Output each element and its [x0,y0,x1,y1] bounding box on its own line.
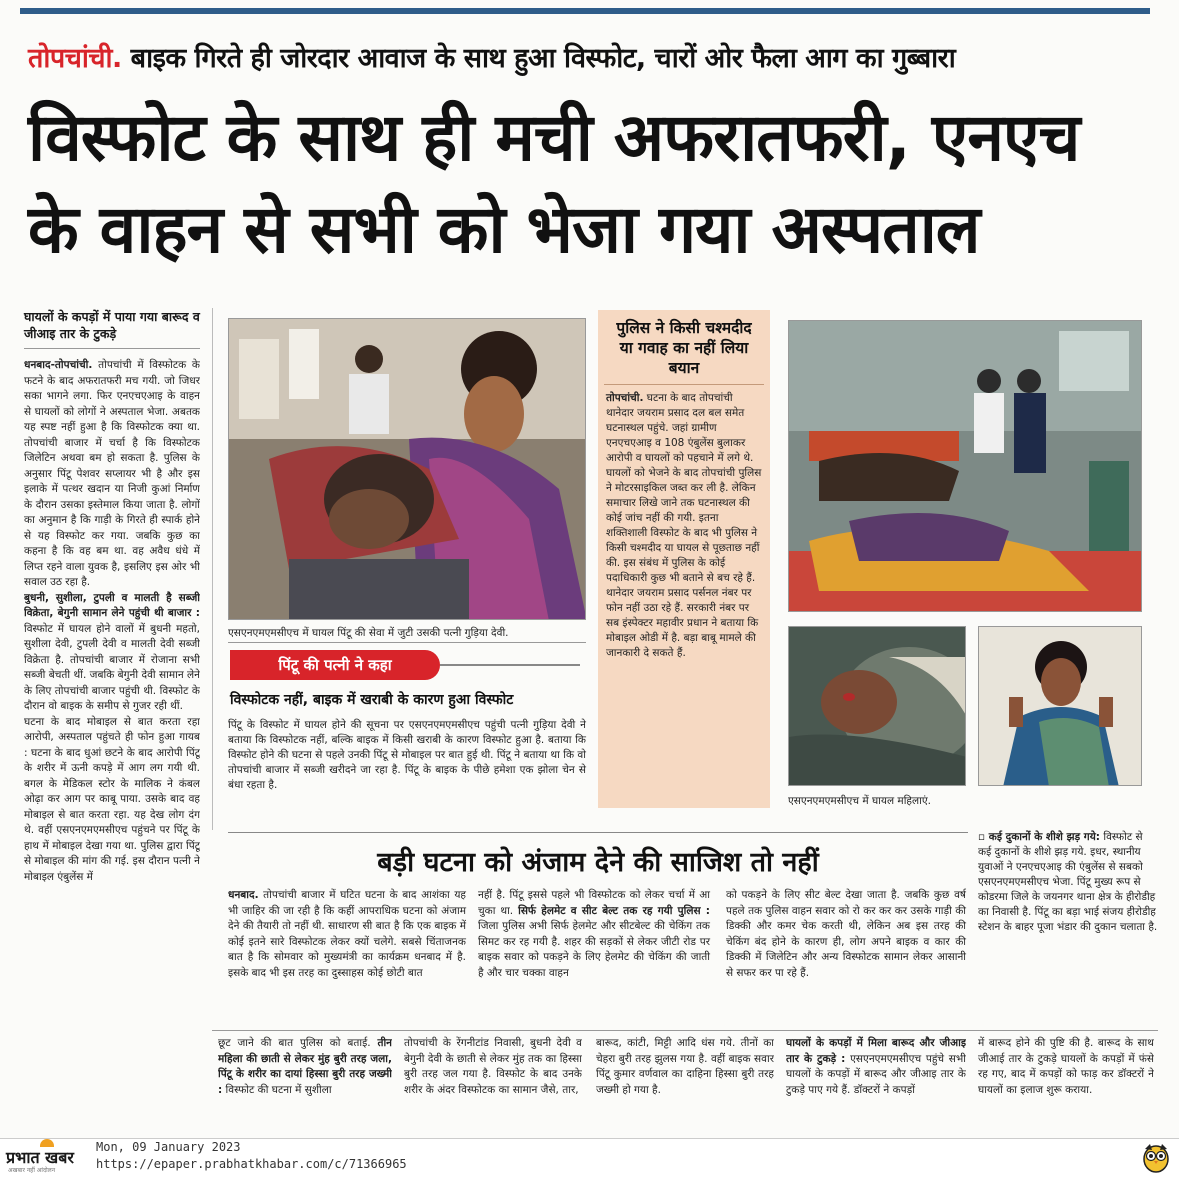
photo-wife-caring [228,318,586,620]
kicker [28,38,1158,75]
mid-story-headline: बड़ी घटना को अंजाम देने की साजिश तो नहीं [377,847,819,878]
mid-story-col-3 [726,888,966,981]
mid-story-col-2-bold: सिर्फ हेलमेट व सीट बेल्ट तक रह गयी पुलिस : [518,904,711,917]
photo-injured-woman-1-image [789,627,966,786]
mid-story-col-2 [478,888,710,981]
left-para-3: घटना के बाद मोबाइल से बात करता रहा आरोपी, अस्पताल पहुंचते ही फोन हुआ गायब : घटना के बाद धुआं छटने के बाद आरोपी पिंटू के शरीर में ऊनी कपड़े में आग लग गयी थी. बगल के मेडिकल स्टोर के मालिक ने कंबल ओढ़ा कर आग पर काबू पाया. उसके बाद वह मोबाइल से बात करता रहा. यह देख लोग दंग थे. वहीं एसएनएमएमसीएच पहुंचने पर पिंटू के हाथ में मोबाइल देखा गया था. पुलिस द्वारा पिंटू से मोबाइल की मांग की गई. इस दौरान पत्नी ने मोबाइल एंबुलेंस में [24,715,200,883]
divider [228,642,586,643]
left-bold-2: बुधनी, सुशीला, टुपली व मालती है सब्जी विक्रेता, बेगुनी सामान लेने पहुंची थी बाजार : [24,591,200,619]
owl-icon[interactable] [1142,1141,1170,1173]
police-box [598,310,770,808]
bottom-col-1-bold: तीन महिला की छाती से लेकर मुंह बुरी तरह जला, पिंटू के शरीर का दायां हिस्सा बुरी तरह जख्मी : [218,1037,392,1096]
column-divider [212,308,213,830]
shops-box [978,830,1158,935]
mid-story-col-1-text: तोपचांची बाजार में घटित घटना के बाद आशंका यह भी जाहिर की जा रही है कि कहीं आपराधिक घटना को अंजाम देने की तैयारी तो नहीं थी. साधारण सी बात है कि एक बाइक में कोई इतने सारे विस्फोटक लेकर क्यों चलेगे. सबसे चिंताजनक बात है कि सोमवार को मुख्यमंत्री का कार्यक्रम धनबाद में है. इसके बाद भी इस तरह का दुस्साहस कोई छोटी बात [228,889,466,979]
shops-box-bold-text: कई दुकानों के शीशे झड़ गये: [988,831,1101,843]
kicker-text: बाइक गिरते ही जोरदार आवाज के साथ हुआ विस्फोट, चारों ओर फैला आग का गुब्बारा [130,43,956,74]
headline-line-2: के वाहन से सभी को भेजा गया अस्पताल [28,191,980,268]
photo-1-caption: एसएनएमएमसीएच में घायल पिंटू की सेवा में जुटी उसकी पत्नी गुड़िया देवी. [228,627,509,639]
police-box-dateline: तोपचांची. [606,392,644,404]
bottom-col-4 [786,1036,966,1132]
bottom-col-2: तोपचांची के रेंगनीटांड निवासी, बुधनी देवी व बेगुनी देवी के छाती से लेकर मुंह तक का हिस्सा बुरी तरह जल गया है. विस्फोट के बाद उनके शरीर के अंदर विस्फोटक का सामान जैसे, तार, [404,1037,582,1096]
left-para-1: तोपचांची में विस्फोटक के फटने के बाद अफरातफरी मच गयी. जो जिधर सका भागने लगा. फिर एनएचएआइ के वाहन से घायलों को लोगों ने अस्पताल भेजा. अबतक यह स्पष्ट नहीं हुआ है कि विस्फोटक क्या था. तोपचांची बाजार में चर्चा है कि विस्फोटक जिलेटिन अथवा बम हो सकता है. पुलिस के अनुसार पिंटू पेशवर सप्लायर भी है और इस इलाके में पत्थर खदान या निजी कुआं निर्माण के दौरान उसका इस्तेमाल किया जाता है. लोगों का अनुमान है कि गाड़ी के गिरते ही स्पार्क होने से यह विस्फोट कर गया. जबकि कुछ का कहना है कि वह बम था. वह अवैध धंधे में लिप्त रहने वाला युवक है, इसलिए इस ओर भी सवाल उठ रहा है. [24,359,200,588]
bottom-col-1b: विस्फोट की घटना में सुशीला [225,1083,332,1096]
headline [28,92,1158,276]
mid-story-col-3-text: को पकड़ने के लिए सीट बेल्ट देखा जाता है. जबकि कुछ वर्ष पहले तक पुलिस वाहन सवार को रो कर कर कर उसके गाड़ी की डिक्की और कमर चेक करती थी, लेकिन अब इस तरह की चेकिंग बंद होने के कारण ही, लोग अपने बाइक व कार की डिक्की में जिलेटिन और अन्य विस्फोटक सामान लेकर आसानी से सफर कर पा रहे हैं. [726,889,966,979]
kicker-place: तोपचांची. [28,43,122,74]
mid-story-col-1 [228,888,466,981]
logo-tagline: अखबार नहीं आंदोलन [8,1167,56,1174]
photo-wife-caring-image [229,319,586,620]
shops-box-body: विस्फोट से कई दुकानों के शीशे झड़ गये. इधर, स्थानीय युवाओं ने एनएचएआइ की एंबुलेंस से सबको एसएनएमएमसीएच भेजा. पिंटू मुख्य रूप से कोडरमा जिले के जयनगर थाना क्षेत्र के हीरोडीह का निवासी है. पिंटू का बड़ा भाई संजय हीरोडीह स्टेशन के बाहर पूजा भंडार की दुकान चलाता है. [978,831,1158,933]
photo-injured-woman-2-image [979,627,1142,786]
bottom-col-5: में बारूद होने की पुष्टि की है. बारूद के साथ जीआई तार के टुकड़े घायलों के कपड़ों में फंसे रह गए, बाद में कपड़ों को फाड़ कर डॉक्टरों ने घायलों का इलाज शुरू कराया. [978,1037,1154,1096]
mid-story-dateline: धनबाद. [228,889,259,901]
left-column-story [24,358,200,1138]
police-box-body [598,385,770,667]
wife-says-body: पिंटू के विस्फोट में घायल होने की सूचना पर एसएनएमएमसीएच पहुंची पत्नी गुड़िया देवी ने बताया कि विस्फोटक नहीं, बल्कि बाइक में किसी खराबी के कारण विस्फोट हुआ है. बताया कि विस्फोट होने की घटना से पहले उनकी पिंटू से मोबाइल पर बात हुई थी. पिंटू ने बताया था कि वो तोपचांची बाजार में सब्जी खरीदने जा रहा है. पिंटू के बाइक के पीछे हमेशा एक झोला चेन से बंधा रहता है. [228,719,586,791]
divider [212,1030,1158,1031]
left-subhead: घायलों के कपड़ों में पाया गया बारूद व जीआइ तार के टुकड़े [24,309,200,341]
footer-date: Mon, 09 January 2023 [96,1140,241,1154]
bottom-col-1 [218,1036,392,1132]
bottom-col-1a: छूट जाने की बात पुलिस को बताई. [218,1037,371,1049]
tag-rule [440,664,580,666]
wife-says-tag: पिंटू की पत्नी ने कहा [230,650,440,680]
divider [228,832,968,833]
wife-says-headline: विस्फोटक नहीं, बाइक में खराबी के कारण हुआ विस्फोट [230,692,514,708]
photo-2-caption: एसएनएमएमसीएच में घायल महिलाएं. [788,795,931,807]
divider [24,348,200,349]
logo[interactable]: प्रभात खबर [6,1148,74,1167]
photo-injured-woman-1 [788,626,966,786]
top-rule [20,8,1150,14]
headline-line-1: विस्फोट के साथ ही मची अफरातफरी, एनएच [28,99,1080,176]
mid-story-col-2b: जिला पुलिस अभी सिर्फ हेलमेट और सीटबेल्ट की चेकिंग तक सिमट कर रह गयी है. शहर की सड़कों से लेकर जीटी रोड पर बाइक सवार को पकड़ने के लिए हेलमेट की चेकिंग की जाती है और चार चक्का वाहन [478,920,710,979]
bottom-col-4-text: एसएनएमएमसीएच पहुंचे सभी घायलों के कपड़ों में बारूद और जीआइ तार के टुकड़े पाए गये हैं. डॉक्टरों ने कपड़ों [786,1052,966,1096]
photo-hospital-ward-image [789,321,1142,612]
photo-injured-woman-2 [978,626,1142,786]
police-box-text: घटना के बाद तोपचांची थानेदार जयराम प्रसाद दल बल समेत घटनास्थल पहुंचे. जहां ग्रामीण एनएचएआइ व 108 एंबुलेंस बुलाकर आरोपी व घायलों को पहचाने में लगे थे. घायलों को भेजने के बाद तोपचांची पुलिस ने मोटरसाइकिल जब्त कर ली है. लेकिन समाचार लिखे जाने तक घटनास्थल की कोई जांच नहीं की गयी. इतना शक्तिशाली विस्फोट के बाद भी पुलिस ने किसी चश्मदीद या घायल से पूछताछ नहीं की. इस संबंध में पुलिस के कोई पदाधिकारी कुछ भी बताने से बच रहे हैं. थानेदार जयराम प्रसाद पर्सनल नंबर पर फोन नहीं उठा रहे हैं. सरकारी नंबर पर सब इंस्पेक्टर महावीर प्रधान ने बताया कि मोबाइल ओडी में है. बड़ा बाबू मामले की जानकारी दे सकते हैं. [606,392,762,659]
bottom-col-4-bold: घायलों के कपड़ों में मिला बारूद और जीआइ तार के टुकड़े : [786,1037,966,1065]
shops-box-bold: ▫ कई दुकानों के शीशे झड़ गये: [978,831,1101,843]
left-para-2: विस्फोट में घायल होने वालों में बुधनी महतो, सुशीला देवी, टुपली देवी व मालती देवी सब्जी विक्रेता है. तोपचांची बाजार में रोजाना सभी सब्जी बेचती थीं. जबकि बेगुनी देवी सामान लेने के लिए तोपचांची बाजार पहुंची थी. विस्फोट के दौरान वो बाइक के समीप से गुजर रही थीं. [24,622,200,712]
police-box-title: पुलिस ने किसी चश्मदीद या गवाह का नहीं लिया बयान [604,310,764,385]
left-dateline: धनबाद-तोपचांची. [24,359,93,371]
footer-url[interactable]: https://epaper.prabhatkhabar.com/c/71366965 [96,1157,407,1171]
photo-hospital-ward [788,320,1142,612]
mid-story-col-2a: नहीं है. पिंटू इससे पहले भी विस्फोटक को लेकर चर्चा में आ चुका था. [478,889,710,917]
bottom-col-3: बारूद, कांटी, मिट्टी आदि धंस गये. तीनों का चेहरा बुरी तरह झुलस गया है. वहीं बाइक सवार पिंटू कुमार वर्णवाल का दाहिना हिस्सा बुरी तरह जख्मी हो गया है. [596,1037,774,1096]
